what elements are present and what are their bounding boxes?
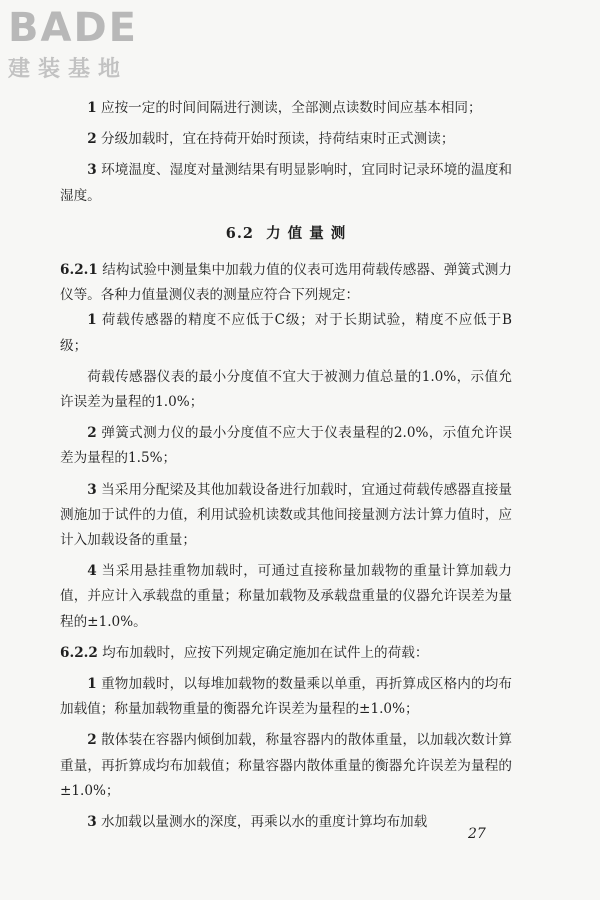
document-body xyxy=(60,96,512,835)
list-item: 荷载传感器仪表的最小分度值不宜大于被测力值总量的1.0%，示值允许误差为量程的1.0%； xyxy=(60,368,512,411)
section-heading: 6.2 力 值 量 测 xyxy=(225,224,347,242)
list-item: 2 散体装在容器内倾倒加载，称量容器内的散体重量，以加载次数计算重量，再折算成均布加载值；称量容器内散体重量的衡器允许误差为量程的±1.0%； xyxy=(60,732,512,799)
list-item: 3 水加载以量测水的深度，再乘以水的重度计算均布加载 xyxy=(87,814,428,831)
bade-logo xyxy=(8,6,178,88)
logo-wordmark: BADE xyxy=(8,5,138,51)
page-number: 27 xyxy=(468,826,486,842)
list-item: 2 弹簧式测力仪的最小分度值不应大于仪表量程的2.0%，示值允许误差为量程的1.5%； xyxy=(60,425,512,467)
list-item: 3 当采用分配梁及其他加载设备进行加载时，宜通过荷载传感器直接量测施加于试件的力值，利用试验机读数或其他间接量测方法计算力值时，应计入加载设备的重量； xyxy=(60,481,512,549)
list-item: 1 重物加载时，以每堆加载物的数量乘以单重，再折算成区格内的均布加载值；称量加载物重量的衡器允许误差为量程的±1.0%； xyxy=(60,676,512,718)
list-item: 1 应按一定的时间间隔进行测读，全部测点读数时间应基本相同； xyxy=(87,100,482,116)
list-item: 4 当采用悬挂重物加载时，可通过直接称量加载物的重量计算加载力值，并应计入承载盘的重量；称量加载物及承载盘重量的仪器允许误差为量程的±1.0%。 xyxy=(60,563,512,630)
list-item: 2 分级加载时，宜在持荷开始时预读，持荷结束时正式测读； xyxy=(87,131,455,148)
clause-6-2-1: 6.2.1 结构试验中测量集中加载力值的仪表可选用荷载传感器、弹簧式测力仪等。各种力值量测仪表的测量应符合下列规定： xyxy=(60,262,512,304)
logo-subtitle: 建装基地 xyxy=(8,57,129,82)
list-item: 1 荷载传感器的精度不应低于C级；对于长期试验，精度不应低于B级； xyxy=(60,312,512,354)
list-item: 3 环境温度、湿度对量测结果有明显影响时，宜同时记录环境的温度和湿度。 xyxy=(60,162,512,204)
clause-6-2-2: 6.2.2 均布加载时，应按下列规定确定施加在试件上的荷载： xyxy=(60,644,429,661)
